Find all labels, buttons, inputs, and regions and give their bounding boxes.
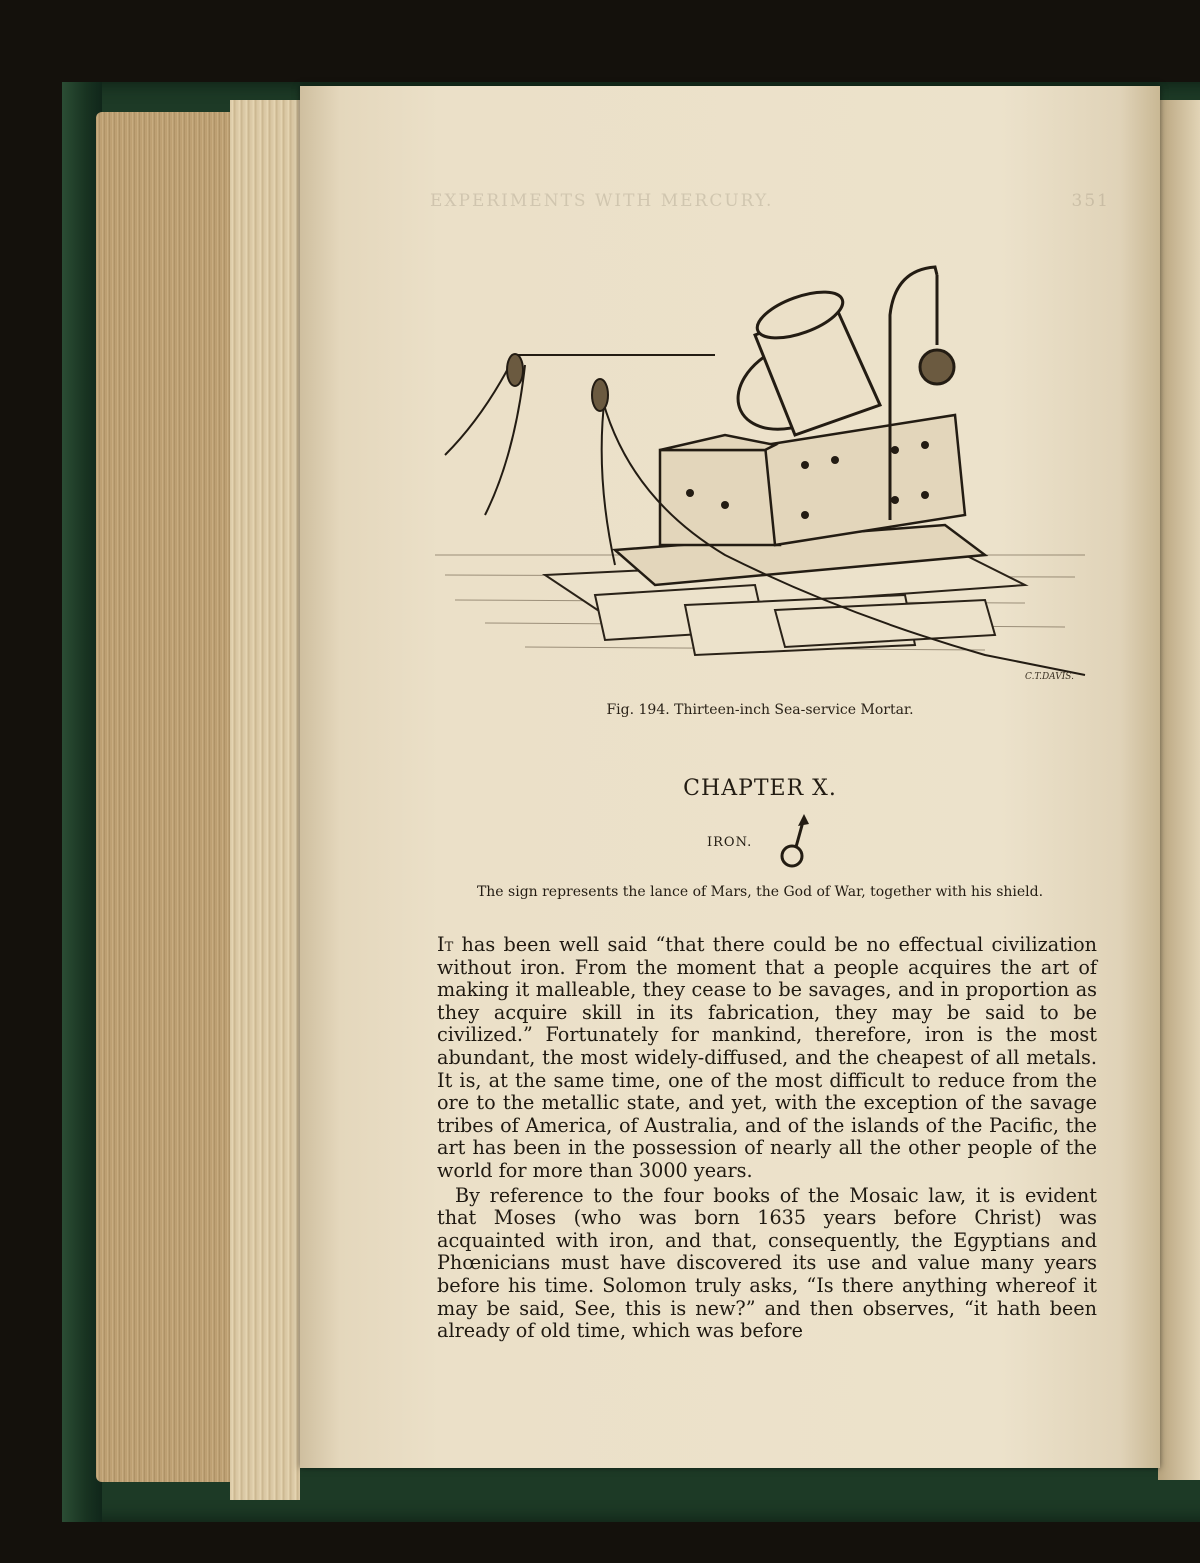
mortar-bed bbox=[615, 415, 985, 585]
paragraph-1-text: has been well said “that there could be no effectual civilization without iron. From the moment that a people acquires the art of making it malleable, they cease to be savages, and in proportion as they acquire skill in its fabrication, they may be said to be civilized.” Fortunately for mankind, therefore, iron is the most abundant, the most widely-diffused, and the cheapest of all metals. It is, at the same time, one of the most difficult to reduce from the ore to the metallic state, and yet, with the exception of the savage tribes of America, of Australia, and of the islands of the Pacific, the art has been in the possession of nearly all the other people of the world for more than 3000 years. bbox=[437, 933, 1097, 1182]
paragraph-1 bbox=[437, 934, 1097, 1183]
chapter-heading: CHAPTER X. bbox=[683, 776, 837, 801]
show-through-page-number: 351 bbox=[1071, 191, 1110, 211]
body-text bbox=[437, 934, 1097, 1343]
mortar-illustration bbox=[425, 255, 1095, 695]
figure-caption: Fig. 194. Thirteen-inch Sea-service Mortar. bbox=[606, 702, 914, 718]
engraver-signature bbox=[1025, 672, 1074, 682]
engraver-signature-text: C.T.DAVIS. bbox=[1025, 672, 1074, 682]
show-through-text bbox=[430, 190, 1110, 212]
paragraph-2: By reference to the four books of the Mosaic law, it is evident that Moses (who was born 1635 years before Christ) was acquainted with iron, and that, consequently, the Egyptians and Phœnicians must have discovered its use and value many years before his time. Solomon truly asks, “Is there anything whereof it may be said, See, this is new?” and then observes, “it hath been already of old time, which was before bbox=[437, 1183, 1097, 1343]
sign-explanation: The sign represents the lance of Mars, the God of War, together with his shield. bbox=[476, 884, 1044, 900]
page-stack-edge bbox=[230, 100, 300, 1500]
mars-symbol-icon bbox=[778, 812, 818, 872]
paragraph-1-first-word: It bbox=[437, 933, 454, 956]
metal-name: IRON. bbox=[707, 835, 753, 850]
show-through-header: EXPERIMENTS WITH MERCURY. bbox=[430, 191, 774, 211]
mortar-barrel bbox=[724, 283, 880, 447]
page-right-edge bbox=[1158, 100, 1200, 1480]
